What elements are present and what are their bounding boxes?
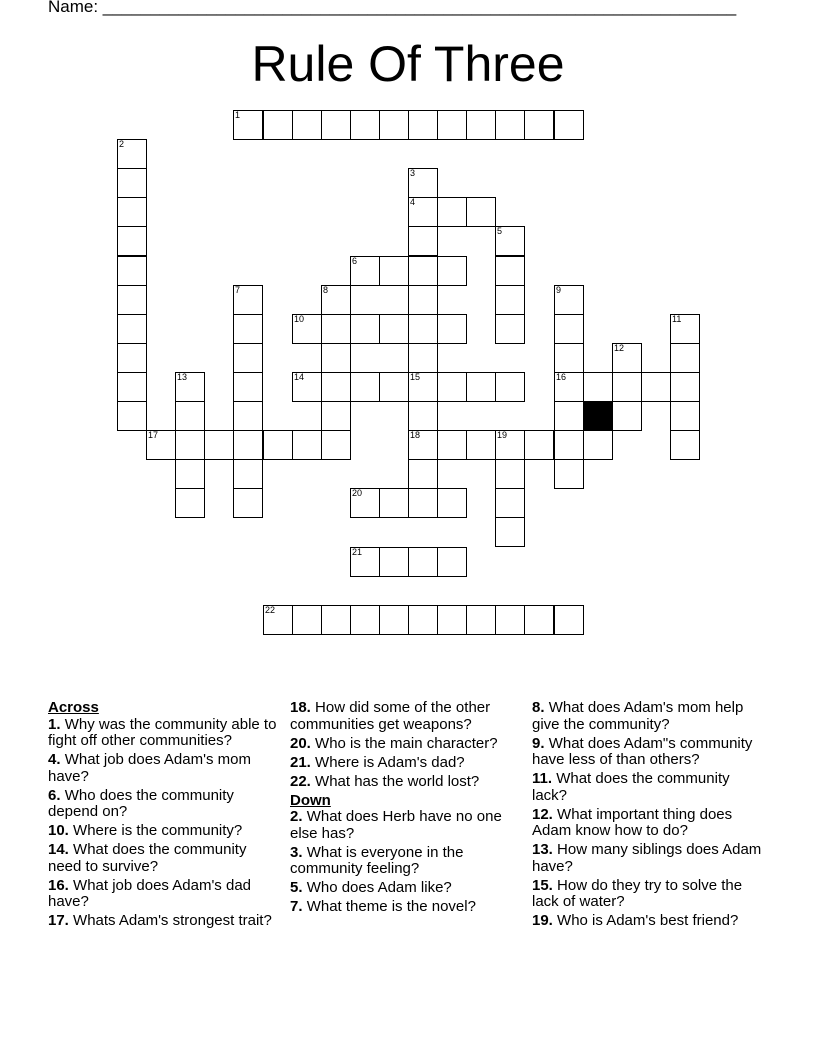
grid-cell[interactable] [408, 430, 438, 460]
clue-item [48, 878, 280, 911]
clue-item [290, 899, 522, 916]
grid-cell[interactable] [408, 343, 438, 373]
grid-cell[interactable] [350, 256, 380, 286]
grid-cell[interactable] [408, 285, 438, 315]
grid-cell[interactable] [495, 517, 525, 547]
clue-number-label: 1. [48, 715, 61, 733]
down-heading: Down [290, 791, 331, 809]
grid-cell[interactable] [466, 605, 496, 635]
grid-cell[interactable] [466, 430, 496, 460]
clue-item [290, 700, 522, 733]
grid-cell[interactable] [583, 372, 613, 402]
grid-cell[interactable] [612, 401, 642, 431]
grid-cell[interactable] [408, 197, 438, 227]
clue-number: 13 [177, 372, 188, 382]
grid-cell[interactable] [175, 430, 205, 460]
grid-cell[interactable] [117, 372, 147, 402]
grid-cell[interactable] [495, 430, 525, 460]
grid-cell[interactable] [292, 605, 322, 635]
clue-number: 17 [148, 430, 159, 440]
grid-cell[interactable] [117, 343, 147, 373]
page-title: Rule Of Three [251, 36, 565, 92]
clue-number: 14 [294, 372, 305, 382]
grid-cell[interactable] [175, 488, 205, 518]
across-heading: Across [48, 699, 99, 716]
grid-cell[interactable] [495, 459, 525, 489]
clue-number: 7 [235, 285, 241, 295]
clue-number-label: 20. [290, 734, 311, 752]
grid-cell[interactable] [233, 343, 263, 373]
clue-text: Who is Adam's best friend? [557, 912, 739, 929]
grid-cell[interactable] [321, 110, 351, 140]
clue-text: What job does Adam's dad have? [48, 876, 252, 910]
grid-cell[interactable] [321, 314, 351, 344]
clue-number: 8 [323, 285, 329, 295]
clue-number-label: 16. [48, 876, 69, 894]
clue-text: Who does Adam like? [306, 879, 452, 896]
grid-cell[interactable] [233, 372, 263, 402]
grid-cell[interactable] [175, 372, 205, 402]
grid-cell[interactable] [670, 372, 700, 402]
clue-number: 19 [497, 430, 508, 440]
grid-cell[interactable] [670, 343, 700, 373]
grid-cell[interactable] [204, 430, 234, 460]
grid-cell[interactable] [408, 256, 438, 286]
clue-number: 18 [410, 430, 421, 440]
clue-text: What does Adam's mom help give the community? [532, 699, 744, 733]
grid-cell[interactable] [554, 459, 584, 489]
clue-number: 10 [294, 314, 305, 324]
grid-cell[interactable] [466, 110, 496, 140]
clue-item [532, 913, 764, 930]
grid-cell[interactable] [466, 197, 496, 227]
clue-number-label: 7. [290, 898, 303, 915]
grid-cell[interactable] [408, 314, 438, 344]
clue-number-label: 6. [48, 786, 61, 804]
clue-number: 16 [556, 372, 567, 382]
grid-cell[interactable] [437, 256, 467, 286]
clue-text: What job does Adam's mom have? [48, 751, 251, 785]
grid-cell[interactable] [292, 110, 322, 140]
grid-cell[interactable] [233, 459, 263, 489]
clue-number: 15 [410, 372, 421, 382]
clue-number-label: 11. [532, 770, 553, 787]
clue-text: What important thing does Adam know how to do? [532, 805, 733, 839]
grid-cell[interactable] [350, 110, 380, 140]
clue-number: 2 [119, 139, 125, 149]
clue-text: Where is the community? [73, 822, 243, 839]
grid-cell[interactable] [350, 547, 380, 577]
grid-cell[interactable] [495, 285, 525, 315]
clue-item [48, 913, 280, 930]
clue-number: 9 [556, 285, 562, 295]
clue-text: What theme is the novel? [306, 898, 476, 915]
clue-number-label: 15. [532, 876, 553, 894]
grid-cell[interactable] [146, 430, 176, 460]
grid-cell[interactable] [233, 430, 263, 460]
clue-number: 20 [352, 488, 363, 498]
clue-item [48, 717, 280, 750]
clue-number-label: 9. [532, 734, 545, 752]
grid-cell[interactable] [292, 430, 322, 460]
clue-text: Where is Adam's dad? [315, 753, 465, 771]
black-square [583, 401, 613, 431]
grid-cell[interactable] [554, 401, 584, 431]
clue-text: What does the community need to survive? [48, 841, 247, 875]
clue-item [532, 771, 764, 804]
clue-number: 12 [614, 343, 625, 353]
grid-cell[interactable] [321, 430, 351, 460]
clue-item [532, 842, 764, 875]
clue-item [290, 880, 522, 897]
grid-cell[interactable] [583, 430, 613, 460]
clue-number-label: 5. [290, 879, 303, 896]
clue-column-2 [290, 700, 522, 918]
clue-text: What is everyone in the community feeling? [290, 843, 464, 877]
clue-number: 11 [672, 314, 682, 324]
grid-cell[interactable] [379, 605, 409, 635]
grid-cell[interactable] [554, 285, 584, 315]
grid-cell[interactable] [408, 372, 438, 402]
grid-cell[interactable] [379, 488, 409, 518]
clue-number-label: 12. [532, 805, 553, 823]
grid-cell[interactable] [408, 459, 438, 489]
clue-item [48, 823, 280, 840]
grid-cell[interactable] [554, 343, 584, 373]
grid-cell[interactable] [670, 401, 700, 431]
clue-number: 3 [410, 168, 416, 178]
grid-cell[interactable] [379, 110, 409, 140]
clue-column-3 [532, 700, 764, 932]
grid-cell[interactable] [495, 110, 525, 140]
clue-item [290, 809, 522, 842]
clue-number: 1 [235, 110, 241, 120]
grid-cell[interactable] [263, 605, 293, 635]
grid-cell[interactable] [117, 226, 147, 256]
grid-cell[interactable] [233, 110, 263, 140]
grid-cell[interactable] [408, 110, 438, 140]
clue-number-label: 19. [532, 912, 553, 929]
clue-number: 4 [410, 197, 416, 207]
grid-cell[interactable] [263, 110, 293, 140]
grid-cell[interactable] [379, 372, 409, 402]
grid-cell[interactable] [554, 430, 584, 460]
grid-cell[interactable] [612, 372, 642, 402]
grid-cell[interactable] [117, 197, 147, 227]
grid-cell[interactable] [233, 401, 263, 431]
clue-item [532, 878, 764, 911]
grid-cell[interactable] [292, 314, 322, 344]
grid-cell[interactable] [408, 605, 438, 635]
grid-cell[interactable] [117, 401, 147, 431]
grid-cell[interactable] [524, 430, 554, 460]
clue-text: How many siblings does Adam have? [532, 841, 762, 875]
grid-cell[interactable] [437, 547, 467, 577]
clue-number-label: 17. [48, 912, 69, 929]
grid-cell[interactable] [321, 605, 351, 635]
grid-cell[interactable] [408, 547, 438, 577]
grid-cell[interactable] [495, 372, 525, 402]
grid-cell[interactable] [495, 256, 525, 286]
clue-text: Who is the main character? [315, 734, 498, 752]
grid-cell[interactable] [175, 459, 205, 489]
grid-cell[interactable] [175, 401, 205, 431]
clue-number-label: 18. [290, 699, 311, 716]
grid-cell[interactable] [554, 605, 584, 635]
clue-item [48, 788, 280, 821]
grid-cell[interactable] [495, 488, 525, 518]
grid-cell[interactable] [670, 430, 700, 460]
clue-item [290, 736, 522, 753]
grid-cell[interactable] [524, 110, 554, 140]
clue-number: 6 [352, 256, 358, 266]
grid-cell[interactable] [554, 314, 584, 344]
grid-cell[interactable] [117, 314, 147, 344]
clue-text: How did some of the other communities get weapons? [290, 699, 491, 733]
name-field-line: Name: ___________________________________________________________________ [48, 0, 737, 16]
grid-cell[interactable] [117, 168, 147, 198]
grid-cell[interactable] [408, 488, 438, 518]
grid-cell[interactable] [350, 605, 380, 635]
grid-cell[interactable] [379, 256, 409, 286]
grid-cell[interactable] [321, 343, 351, 373]
grid-cell[interactable] [321, 285, 351, 315]
grid-cell[interactable] [495, 314, 525, 344]
grid-cell[interactable] [466, 372, 496, 402]
clue-number: 21 [352, 547, 363, 557]
grid-cell[interactable] [641, 372, 671, 402]
clue-item [48, 752, 280, 785]
grid-cell[interactable] [233, 285, 263, 315]
grid-cell[interactable] [321, 401, 351, 431]
grid-cell[interactable] [495, 605, 525, 635]
clue-text: Whats Adam's strongest trait? [73, 912, 272, 929]
grid-cell[interactable] [379, 314, 409, 344]
grid-cell[interactable] [554, 372, 584, 402]
grid-cell[interactable] [292, 372, 322, 402]
grid-cell[interactable] [350, 372, 380, 402]
clue-item [532, 700, 764, 733]
clue-item [290, 845, 522, 878]
clue-number-label: 8. [532, 699, 545, 716]
grid-cell[interactable] [437, 488, 467, 518]
clue-number-label: 13. [532, 841, 553, 858]
grid-cell[interactable] [117, 256, 147, 286]
clue-number-label: 3. [290, 843, 303, 861]
grid-cell[interactable] [670, 314, 700, 344]
grid-cell[interactable] [437, 430, 467, 460]
grid-cell[interactable] [554, 110, 584, 140]
clue-item [532, 807, 764, 840]
grid-cell[interactable] [408, 168, 438, 198]
clue-number-label: 2. [290, 808, 303, 825]
grid-cell[interactable] [437, 605, 467, 635]
clue-text: What does Adam"s community have less of than others? [532, 734, 753, 768]
grid-cell[interactable] [117, 285, 147, 315]
clue-text: What does the community lack? [532, 770, 730, 804]
clue-number-label: 4. [48, 751, 61, 768]
grid-cell[interactable] [263, 430, 293, 460]
clue-number-label: 14. [48, 841, 69, 858]
grid-cell[interactable] [379, 547, 409, 577]
grid-cell[interactable] [408, 226, 438, 256]
grid-cell[interactable] [437, 372, 467, 402]
grid-cell[interactable] [437, 197, 467, 227]
grid-cell[interactable] [233, 488, 263, 518]
clue-text: What does Herb have no one else has? [290, 808, 502, 842]
clue-text: Who does the community depend on? [48, 786, 234, 820]
clue-item [290, 774, 522, 791]
clue-column-1 [48, 700, 280, 932]
grid-cell[interactable] [321, 372, 351, 402]
grid-cell[interactable] [437, 110, 467, 140]
clue-text: How do they try to solve the lack of water? [532, 876, 743, 910]
clue-number: 22 [265, 605, 276, 615]
clue-number: 5 [497, 226, 503, 236]
clue-number-label: 21. [290, 753, 311, 771]
grid-cell[interactable] [524, 605, 554, 635]
clue-item [532, 736, 764, 769]
grid-cell[interactable] [437, 314, 467, 344]
grid-cell[interactable] [408, 401, 438, 431]
clue-item [290, 755, 522, 772]
grid-cell[interactable] [495, 226, 525, 256]
clue-text: Why was the community able to fight off other communities? [48, 715, 277, 749]
clue-number-label: 10. [48, 822, 69, 839]
grid-cell[interactable] [233, 314, 263, 344]
clue-text: What has the world lost? [315, 772, 480, 790]
clue-item [48, 842, 280, 875]
grid-cell[interactable] [350, 314, 380, 344]
grid-cell[interactable] [612, 343, 642, 373]
grid-cell[interactable] [350, 488, 380, 518]
grid-cell[interactable] [117, 139, 147, 169]
clue-number-label: 22. [290, 772, 311, 790]
